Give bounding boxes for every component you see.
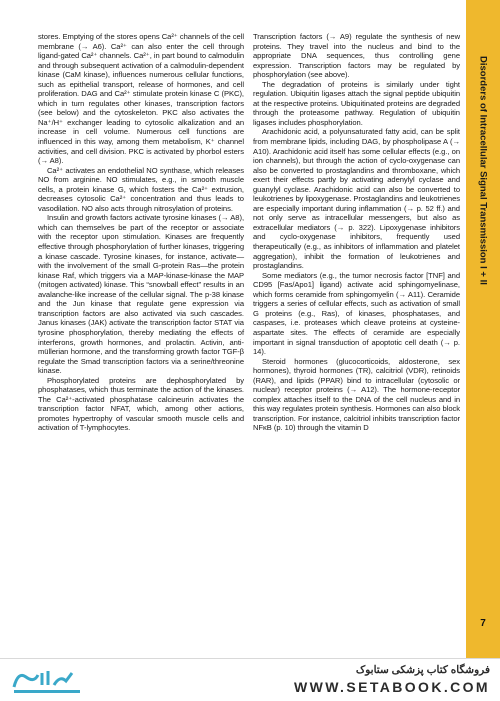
chapter-sidebar <box>466 0 500 658</box>
paragraph: Ca²⁺ activates an endothelial NO synthase, which releases NO from arginine. NO stimulates, e.g., in smooth muscle cells, a protein kinase G, which fosters the Ca²⁺ extrusion, decreases cytosolic Ca²⁺ concentration and thus leads to vasodilation. NO also acts through nitrosylation of proteins. <box>38 165 244 213</box>
store-name: فروشگاه کتاب پزشکی ستابوک <box>355 664 490 676</box>
footer-banner <box>0 658 500 701</box>
chapter-title: Disorders of Intracellular Signal Transmission I + II <box>477 55 489 285</box>
store-url[interactable]: WWW.SETABOOK.COM <box>293 679 490 695</box>
paragraph: Steroid hormones (glucocorticoids, aldosterone, sex hormones), thyroid hormones (TR), calcitriol (VDR), retinoids (RAR), and lipids (PPAR) bind to intracellular (cytosolic or nuclear) receptor proteins (→ A12). The hormone-receptor complex attaches itself to the DNA of the cell nucleus and in this way regulates protein synthesis. Hormones can also block transcription. For instance, calcitriol inhibits transcription factor NFκB (p. 10) through the vitamin D <box>253 356 460 433</box>
paragraph: The degradation of proteins is similarly under tight regulation. Ubiquitin ligases attach the signal peptide ubiquitin at the respective proteins. Ubiquitinated proteins are degraded through the proteasome pathway. Regulation of ubiquitin ligases includes phosphorylation. <box>253 79 460 127</box>
paragraph: stores. Emptying of the stores opens Ca²⁺ channels of the cell membrane (→ A6). Ca²⁺ can also enter the cell through ligand-gated Ca²⁺ channels. Ca²⁺, in part bound to calmodulin and through subsequent activation of a calmodulin-dependent kinase (CaM kinase), influences numerous cellular functions, such as epithelial transport, release of hormones, and cell proliferation. DAG and Ca²⁺ stimulate protein kinase C (PKC), which in turn regulates other kinases, transcription factors (see below) and the cytoskeleton. PKC also activates the Na⁺/H⁺ exchanger leading to cytosolic alkalization and an increase in cell volume. Numerous cell functions are influenced in this way, among them metabolism, K⁺ channel activities, and cell division. PKC is activated by phorbol esters (→ A8). <box>38 32 244 166</box>
paragraph: Insulin and growth factors activate tyrosine kinases (→ A8), which can themselves be part of the receptor or associate with the receptor upon stimulation. Kinases are frequently effective through phosphorylation of further kinases, triggering a kinase cascade. Tyrosine kinases, for instance, activate—with the involvement of the small G-protein Ras—the protein kinase Raf, which triggers via a MAP-kinase-kinase the MAP (mitogen activated) kinase. This “snowball effect” results in an avalanche-like increase of the cellular signal. The p-38 kinase and the Jun kinase that regulate gene expression via transcription factors are also activated via such cascades. Janus kinases (JAK) activate the transcription factor STAT via tyrosine phosphorylation, thereby mediating the effects of interferons, growth hormones, and prolactin. Activin, anti-müllerian hormone, and the transforming growth factor TGF-β regulate the Smad transcription factors via a serine/threonine kinase. <box>38 213 244 376</box>
chapter-title-container <box>466 0 500 340</box>
paragraph: Some mediators (e.g., the tumor necrosis factor [TNF] and CD95 [Fas/Apo1] ligand) activate acid sphingomyelinase, which forms ceramide from sphingomyelin (→ A11). Ceramide triggers a series of cellular effects, such as activation of small G proteins (e.g., Ras), of kinases, phosphatases, and caspases, i.e. proteases which cleave proteins at cysteine-aspartate sites. The effects of ceramide are especially important in signal transduction of apoptotic cell death (→ p. 14). <box>253 270 460 357</box>
paragraph: Phosphorylated proteins are dephosphorylated by phosphatases, which thus terminate the action of the kinases. The Ca²⁺-activated phosphatase calcineurin activates the transcription factor NFAT, which, among other actions, promotes hypertrophy of vascular smooth muscle cells and activation of T-lymphocytes. <box>38 375 244 433</box>
setabook-logo <box>8 663 86 697</box>
page-number: 7 <box>480 618 486 629</box>
paragraph: Arachidonic acid, a polyunsaturated fatty acid, can be split from membrane lipids, including DAG, by phospholipase A (→ A10). Arachidonic acid itself has some cellular effects (e.g., on ion channels), but through the action of cyclo-oxygenase can also be converted to prostaglandins and thromboxane, which exert their effects partly by activating adenylyl cyclase and guanylyl cyclase. Arachidonic acid can also be converted to leukotrienes by lipoxygenase. Prostaglandins and leukotrienes are especially important during inflammation (→ p. 52 ff.) and not only serve as intracellular messengers, but also as extracellular mediators (→ p. 322). Lipoxygenase inhibitors and cyclo-oxygenase inhibitors, frequently used therapeutically (e.g., as inhibitors of inflammation and platelet aggregation), inhibit the formation of leukotrienes and prostaglandins. <box>253 127 460 271</box>
right-text-column <box>253 32 460 433</box>
left-text-column <box>38 32 244 433</box>
paragraph: Transcription factors (→ A9) regulate the synthesis of new proteins. They travel into the nucleus and bind to the appropriate DNA sequences, thus controlling gene expression. Transcription factors may be regulated by phosphorylation (see above). <box>253 32 460 80</box>
